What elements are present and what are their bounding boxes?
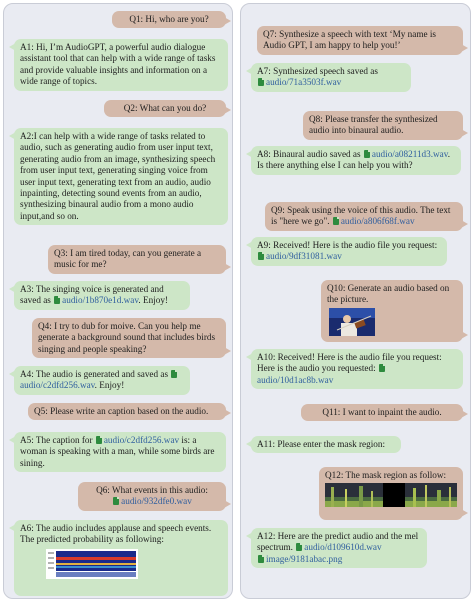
a1-text: A1: Hi, I’m AudioGPT, a powerful audio dialogue assistant tool that can help with a wide range of tasks and provide valuable insights and information on a wide range of topics. bbox=[20, 42, 216, 87]
left-conversation-panel bbox=[3, 3, 233, 599]
file-icon bbox=[258, 555, 264, 563]
file-icon bbox=[296, 543, 302, 551]
answer-a7 bbox=[251, 63, 411, 92]
q12-text: Q12: The mask region as follow: bbox=[325, 470, 447, 480]
file-icon bbox=[113, 497, 119, 505]
q3-text: Q3: I am tired today, can you generate a music for me? bbox=[54, 248, 202, 270]
q5-text: Q5: Please write an caption based on the audio. bbox=[34, 406, 209, 416]
a3-text: A3: The singing voice is generated and saved as bbox=[20, 284, 164, 306]
answer-a11 bbox=[251, 436, 401, 453]
question-q2 bbox=[104, 100, 226, 117]
a8-audio-link[interactable]: audio/a08211d3.wav bbox=[371, 149, 448, 159]
q6-text: Q6: What events in this audio: bbox=[96, 485, 208, 495]
answer-a1 bbox=[14, 39, 228, 91]
a12-audio-link[interactable]: audio/d109610d.wav bbox=[304, 542, 382, 553]
a12-image-link[interactable]: image/9181abac.png bbox=[266, 553, 343, 564]
a4-text-end: . Enjoy! bbox=[94, 380, 125, 391]
answer-a2 bbox=[14, 128, 228, 225]
a8-text: A8: Binaural audio saved as bbox=[257, 149, 361, 159]
file-icon bbox=[333, 217, 339, 225]
a5-text: A5: The caption for bbox=[20, 435, 93, 445]
violin-picture-thumbnail bbox=[329, 308, 375, 336]
answer-a5 bbox=[14, 432, 226, 472]
a10-audio-link[interactable]: audio/10d1ac8b.wav bbox=[257, 374, 334, 385]
question-q6 bbox=[78, 482, 226, 511]
question-q1 bbox=[112, 11, 226, 28]
question-q10 bbox=[321, 280, 463, 342]
file-icon bbox=[96, 436, 102, 444]
q10-text: Q10: Generate an audio based on the picture. bbox=[327, 283, 450, 305]
a10-text: A10: Received! Here is the audio file you request: Here is the audio you requested: bbox=[257, 352, 442, 374]
answer-a3 bbox=[14, 281, 190, 310]
a4-audio-link[interactable]: audio/c2dfd256.wav bbox=[20, 380, 95, 391]
answer-a6 bbox=[14, 520, 228, 596]
answer-a8 bbox=[251, 146, 461, 175]
probability-plot-thumbnail bbox=[46, 549, 138, 579]
file-icon bbox=[258, 78, 264, 86]
file-icon bbox=[379, 364, 385, 372]
q4-text: Q4: I try to dub for moive. Can you help me generate a background sound that includes birds singing and people speaking? bbox=[38, 321, 216, 354]
file-icon bbox=[171, 370, 177, 378]
a3-audio-link[interactable]: audio/1b870e1d.wav bbox=[62, 295, 139, 306]
a7-text: A7: Synthesized speech saved as bbox=[257, 66, 378, 76]
a3-text-end: . Enjoy! bbox=[138, 295, 168, 306]
question-q5 bbox=[28, 403, 226, 420]
mask-spectrogram-thumbnail bbox=[325, 483, 457, 507]
a9-text: A9: Received! Here is the audio file you request: bbox=[257, 240, 438, 250]
q8-text: Q8: Please transfer the synthesized audio into binaural audio. bbox=[309, 114, 438, 136]
a7-audio-link[interactable]: audio/71a3503f.wav bbox=[266, 77, 342, 88]
question-q3 bbox=[48, 245, 226, 274]
q9-text: Q9: Speak using the voice of this audio. The text is "here we go". bbox=[271, 205, 451, 227]
q2-text: Q2: What can you do? bbox=[123, 103, 207, 113]
a8-text-end: . Is there anything else I can help you with? bbox=[257, 149, 451, 171]
answer-a10 bbox=[251, 349, 463, 389]
answer-a9 bbox=[251, 237, 447, 266]
file-icon bbox=[54, 296, 60, 304]
q6-audio-link[interactable]: audio/932dfe0.wav bbox=[121, 496, 192, 507]
q11-text: Q11: I want to inpaint the audio. bbox=[322, 407, 442, 417]
a12-text: A12: Here are the predict audio and the mel spectrum. bbox=[257, 531, 419, 553]
a2-text: A2:I can help with a wide range of tasks related to audio, such as generating audio from user input text, generating audio from an image, synthesizing speech from user input text, generating singing voice from user input text, generating text from an audio, audio inpainting, detecting sound events from an audio, synthesizing binaural audio from a mono audio input,and so on. bbox=[20, 131, 216, 221]
question-q9 bbox=[265, 202, 463, 231]
a6-text: A6: The audio includes applause and speech events. The predicted probability as following: bbox=[20, 523, 212, 545]
a11-text: A11: Please enter the mask region: bbox=[257, 439, 385, 449]
file-icon bbox=[364, 150, 370, 158]
answer-a12 bbox=[251, 528, 427, 568]
question-q12 bbox=[319, 467, 463, 520]
a5-text-end: is: a woman is speaking with a man, while some birds are sining. bbox=[20, 435, 215, 468]
file-icon bbox=[258, 252, 264, 260]
q7-text: Q7: Synthesize a speech with text ‘My name is Audio GPT, I am happy to help you!’ bbox=[263, 29, 436, 51]
answer-a4 bbox=[14, 366, 190, 395]
q9-audio-link[interactable]: audio/a806f68f.wav bbox=[340, 216, 415, 227]
a4-text: A4: The audio is generated and saved as bbox=[20, 369, 169, 379]
question-q8 bbox=[303, 111, 463, 140]
a9-audio-link[interactable]: audio/9df31081.wav bbox=[266, 251, 342, 262]
q1-text: Q1: Hi, who are you? bbox=[129, 14, 209, 24]
a5-audio-link[interactable]: audio/c2dfd256.wav bbox=[103, 435, 180, 445]
question-q11 bbox=[301, 404, 463, 421]
question-q7 bbox=[257, 26, 463, 55]
right-conversation-panel bbox=[240, 3, 471, 599]
question-q4 bbox=[32, 318, 226, 358]
